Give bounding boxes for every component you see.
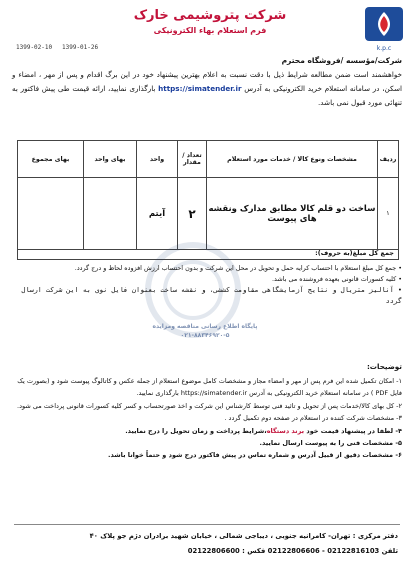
number-field: 1399-01-26 <box>62 44 99 51</box>
explanation-text: ۴- لطفا در پیشنهاد قیمت خود <box>306 426 402 435</box>
footer-address: دفتر مرکزی : تهران- کامرانیه جنوبی ، دیباجی شمالی ، خیابان شهید برادران دژم جو پلاک ۴۰ <box>89 532 398 540</box>
logo-text: k.p.c <box>376 45 392 52</box>
form-title: فرم استعلام بهاء الکترونیکی <box>153 26 267 35</box>
explanation-item: ۳- مشخصات شرکت کننده در استعلام در صفحه دوم تکمیل گردد . <box>224 414 402 423</box>
explanations-list <box>12 375 402 462</box>
watermark-line: پایگاه اطلاع رسانی مناقصه ومزایده <box>152 323 258 330</box>
row-number: ۱ <box>378 178 399 250</box>
watermark-text <box>130 322 280 340</box>
table-header-row <box>18 141 399 178</box>
addressee: شرکت/مؤسسه /فروشگاه محترم <box>281 56 402 65</box>
note-item: • کلیه کسورات قانونی بعهده فروشنده می باشد. <box>272 275 402 283</box>
phone-number: 02122816103 <box>327 547 380 555</box>
item-unit: آیتم <box>137 178 178 250</box>
fax-number: 02122806600 <box>187 547 240 555</box>
explanation-item <box>12 425 402 437</box>
notes-list <box>12 263 402 307</box>
footer-divider <box>14 524 400 525</box>
item-quantity: ۲ <box>178 178 207 250</box>
col-row: ردیف <box>378 141 399 178</box>
explanations-title: توضیحات: <box>366 362 402 371</box>
explanation-item: ۱- امکان تکمیل شده این فرم پس از مهر و امضاء مجاز و مشخصات کامل موضوع استعلام از جمله عکس و کاتالوگ پیوست شود و (بصورت یک فایل PDF ) در سامانه استعلام خرید الکترونیکی به آدرس https://simatender.ir بارگذاری نمایید. <box>17 377 402 398</box>
col-description: مشخصات ونوع کالا / خدمات مورد استعلام <box>207 141 378 178</box>
col-unit: واحد <box>137 141 178 178</box>
note-item: • جمع کل مبلغ استعلام با احتساب کرایه حمل و تحویل در محل این شرکت و بدون احتساب ارزش افزوده لحاظ و درج گردد. <box>74 264 402 272</box>
total-price-cell[interactable] <box>18 178 84 250</box>
brand-highlight: برند دستگاه <box>266 426 305 435</box>
explanation-text: ،شرایط پرداخت و زمان تحویل را درج نمایید. <box>125 426 267 435</box>
footer-phones: تلفن 02122816103 - 02122806606 فکس : 02122806600 <box>187 547 398 555</box>
col-quantity: تعداد / مقدار <box>178 141 207 178</box>
note-item: • آنالیز متریال و نتایج آزمایشگاهی مقاومت کششی، و نقشه ساخت بعنوان فایل نوی به این شرکت ارسال گردد <box>21 286 402 305</box>
explanation-item: ۲- کل بهای کالا/خدمات پس از تحویل و تائید فنی توسط کارشناس این شرکت و اخذ صورتحساب و کسر کلیه کسورات قانونی پرداخت می شود. <box>17 401 402 410</box>
company-name: شرکت پتروشیمی خارک <box>133 8 287 23</box>
total-label: جمع کل مبلغ(به حروف): <box>315 249 394 257</box>
col-unit-price: بهای واحد <box>84 141 137 178</box>
company-logo <box>364 6 404 54</box>
phone-number-2: 02122806606 <box>267 547 320 555</box>
item-description: ساخت دو قلم کالا مطابق مدارک ونقشه های پیوست <box>207 178 378 250</box>
intro-paragraph <box>12 68 402 110</box>
col-total-price: بهای مجموع <box>18 141 84 178</box>
fax-label: فکس : <box>242 547 266 555</box>
intro-text: خواهشمند است ضمن مطالعه شرایط ذیل با دقت نسبت به اعلام بهترین پیشنهاد خود در این برگ اقدام و پس از مهر ، امضاء و اسکن، در سامانه استعلام خرید الکترونیکی به آدرس <box>12 70 402 93</box>
phone-label: تلفن <box>381 547 398 555</box>
watermark-phone: ۰۲۱-۸۸۳۴۶۹۲۰-۵ <box>180 332 230 339</box>
explanation-item: ۶- مشخصات دقیق از قبیل آدرس و شماره تماس در پیش فاکتور درج شود و حتماً خوانا باشد. <box>108 451 402 460</box>
date-field: 1399-02-10 <box>16 44 53 51</box>
explanation-item: ۵- مشخصات فنی را به پیوست ارسال نمایید. <box>259 439 402 448</box>
intro-text-end: بارگذاری نمایید، ارائه قیمت طی پیش فاکتور به تنهائی مورد قبول نمی باشد. <box>12 84 402 107</box>
simatender-link[interactable]: https://simatender.ir <box>158 84 242 93</box>
